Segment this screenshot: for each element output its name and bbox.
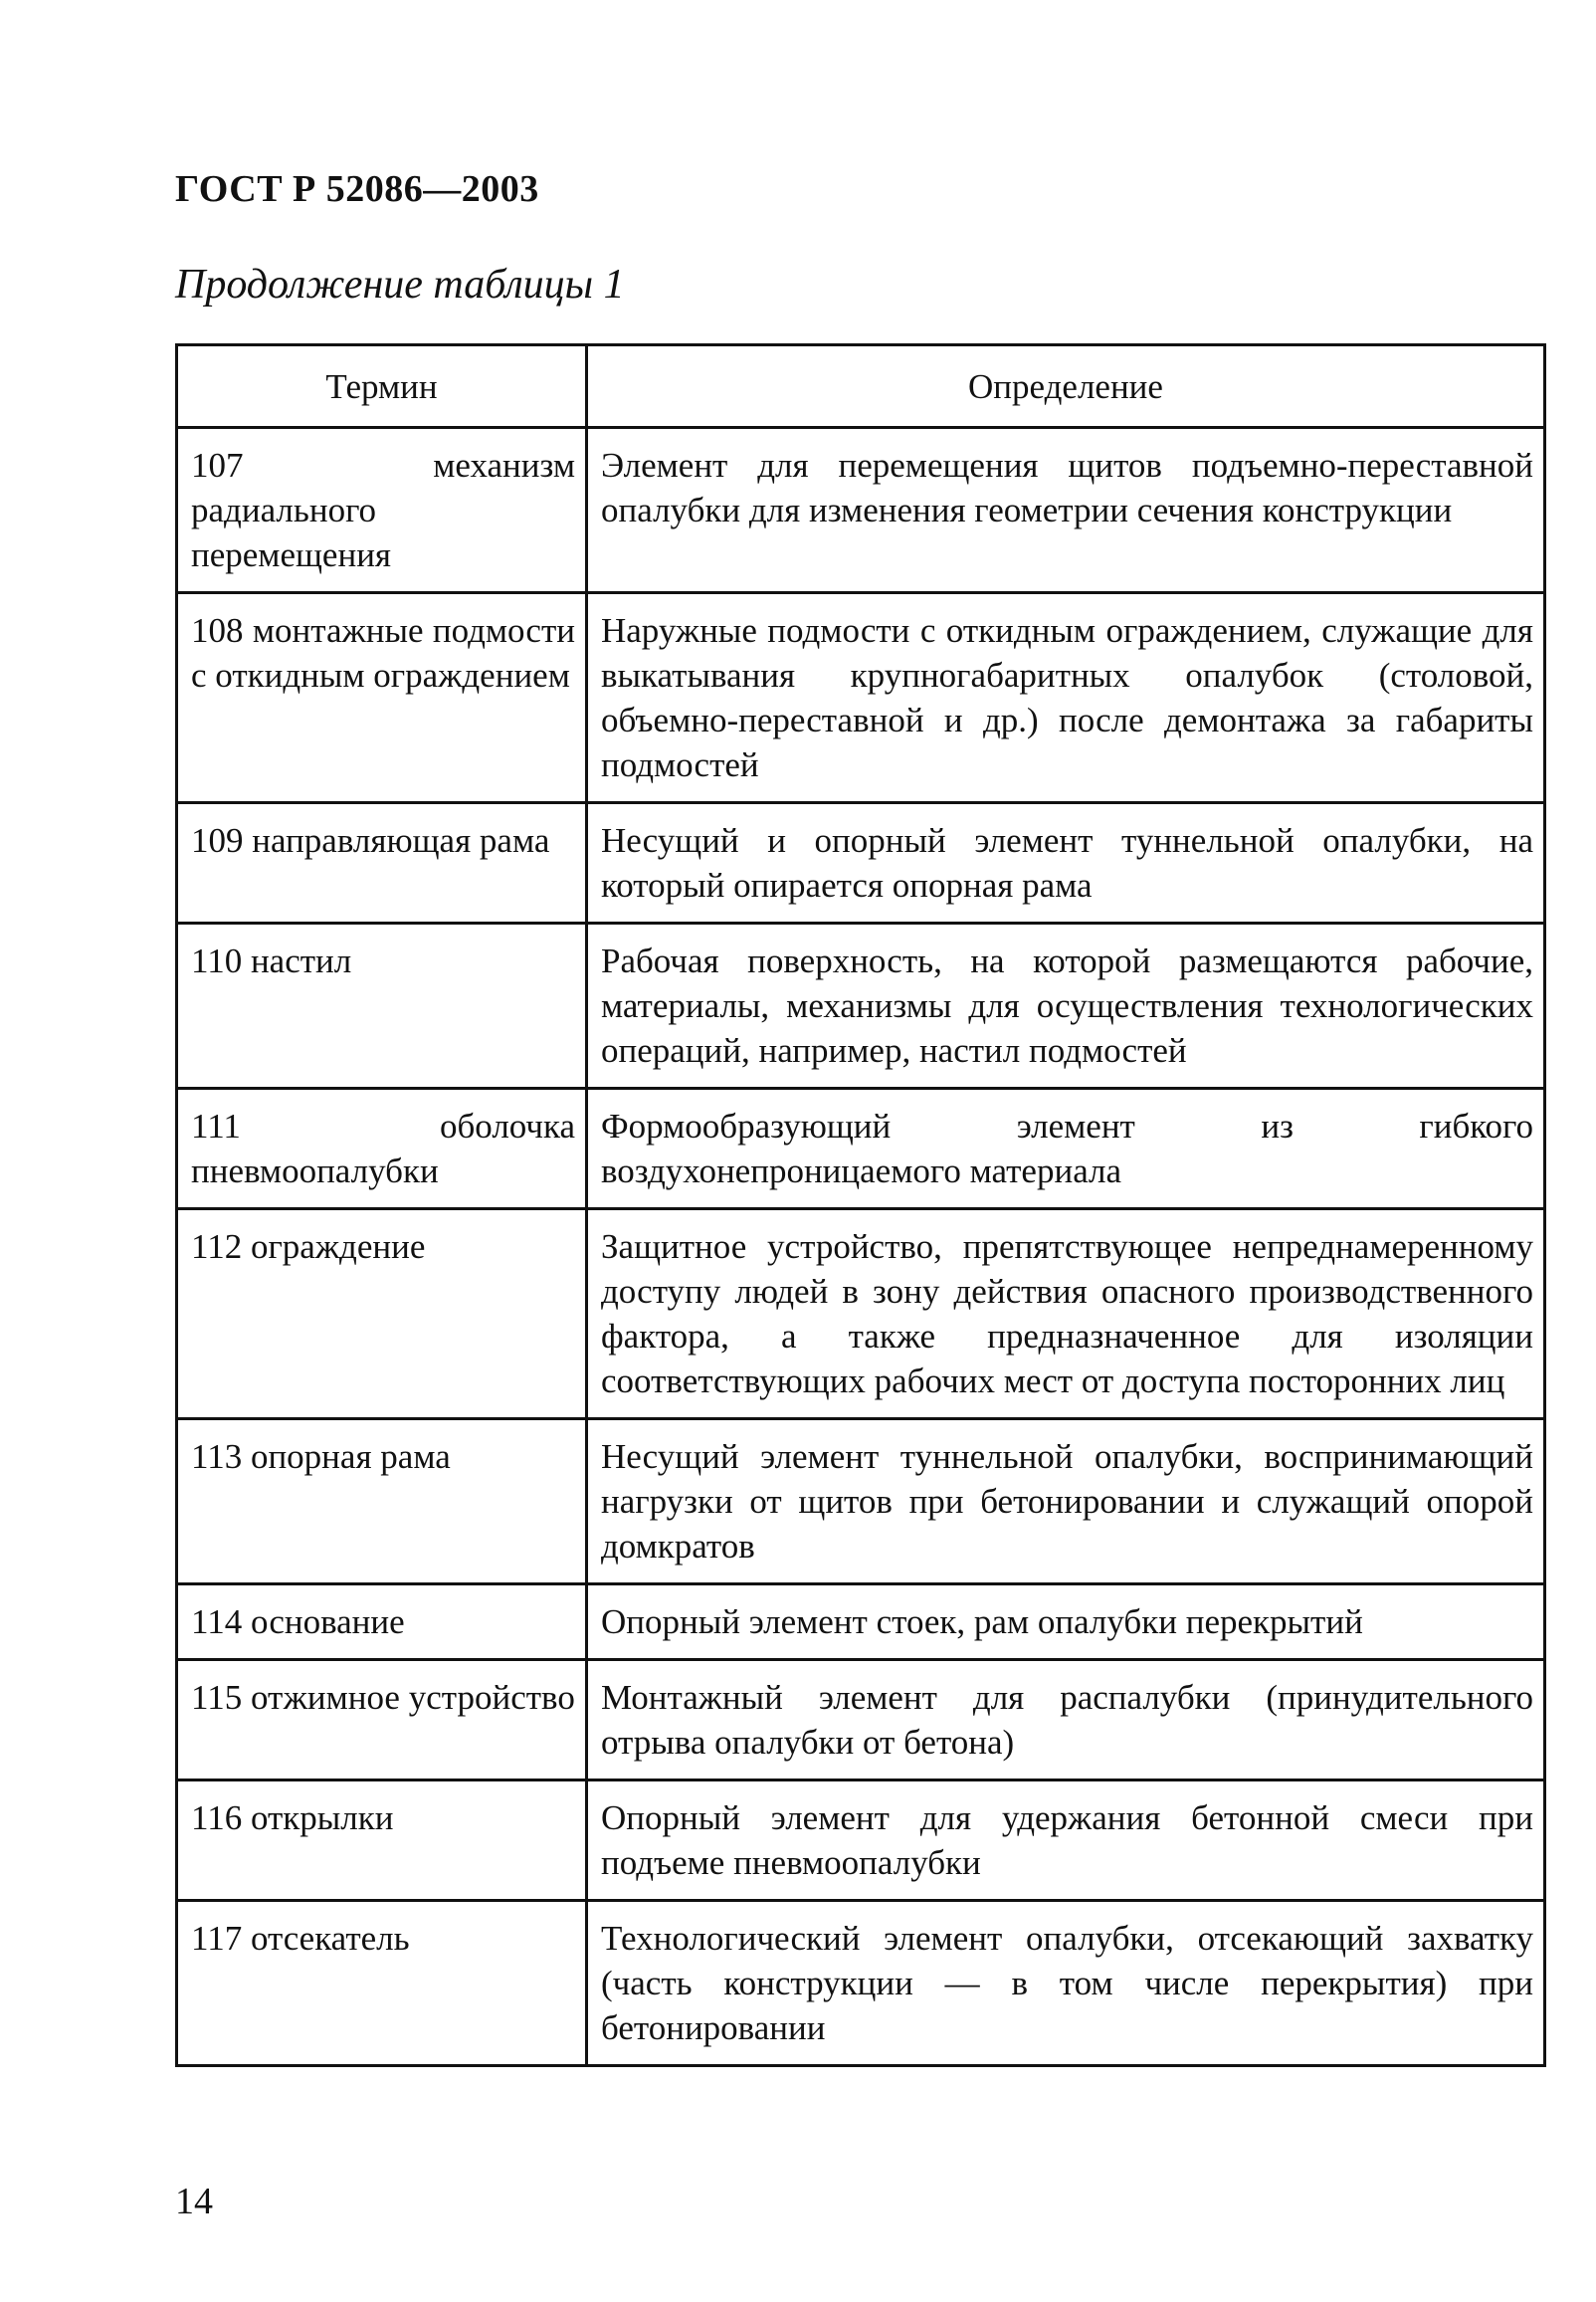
term-cell: 116 открылки	[177, 1780, 587, 1901]
term-cell: 114 основание	[177, 1584, 587, 1660]
table-row	[177, 803, 1545, 924]
definition-cell: Формообразующий элемент из гибкого воздухонепроницаемого материала	[587, 1089, 1545, 1209]
definition-cell: Элемент для перемещения щитов подъемно-переставной опалубки для изменения геометрии сечения конструкции	[587, 428, 1545, 593]
definition-cell: Монтажный элемент для распалубки (принудительного отрыва опалубки от бетона)	[587, 1660, 1545, 1780]
table-row	[177, 1584, 1545, 1660]
definition-cell: Технологический элемент опалубки, отсекающий захватку (часть конструкции — в том числе перекрытия) при бетонировании	[587, 1901, 1545, 2066]
table-header-row	[177, 345, 1545, 428]
definition-cell: Опорный элемент для удержания бетонной смеси при подъеме пневмоопалубки	[587, 1780, 1545, 1901]
document-standard-title: ГОСТ Р 52086—2003	[175, 168, 539, 210]
definition-cell: Несущий элемент туннельной опалубки, воспринимающий нагрузки от щитов при бетонировании и служащий опорой домкратов	[587, 1419, 1545, 1584]
definition-cell: Рабочая поверхность, на которой размещаются рабочие, материалы, механизмы для осуществления технологических операций, например, настил подмостей	[587, 924, 1545, 1089]
term-cell: 109 направляющая рама	[177, 803, 587, 924]
table-caption: Продолжение таблицы 1	[175, 262, 625, 308]
table-row	[177, 1901, 1545, 2066]
term-cell: 117 отсекатель	[177, 1901, 587, 2066]
table-row	[177, 593, 1545, 803]
table-row	[177, 924, 1545, 1089]
table-row	[177, 1419, 1545, 1584]
term-cell: 113 опорная рама	[177, 1419, 587, 1584]
term-cell: 110 настил	[177, 924, 587, 1089]
header-term: Термин	[177, 345, 587, 428]
term-cell: 107 механизм радиального перемещения	[177, 428, 587, 593]
table-row	[177, 1780, 1545, 1901]
definition-cell: Опорный элемент стоек, рам опалубки перекрытий	[587, 1584, 1545, 1660]
definition-cell: Несущий и опорный элемент туннельной опалубки, на который опирается опорная рама	[587, 803, 1545, 924]
term-cell: 115 отжимное устройство	[177, 1660, 587, 1780]
definition-cell: Наружные подмости с откидным ограждением, служащие для выкатывания крупногабаритных опалубок (столовой, объемно-переставной и др.) после демонтажа за габариты подмостей	[587, 593, 1545, 803]
page-number: 14	[175, 2181, 213, 2222]
table-row	[177, 1089, 1545, 1209]
table-row	[177, 1660, 1545, 1780]
term-cell: 108 монтажные подмости с откидным ограждением	[177, 593, 587, 803]
table-row	[177, 428, 1545, 593]
terms-table	[175, 343, 1546, 2067]
definition-cell: Защитное устройство, препятствующее непреднамеренному доступу людей в зону действия опасного производственного фактора, а также предназначенное для изоляции соответствующих рабочих мест от доступа посторонних лиц	[587, 1209, 1545, 1419]
term-cell: 112 ограждение	[177, 1209, 587, 1419]
table-row	[177, 1209, 1545, 1419]
term-cell: 111 оболочка пневмоопалубки	[177, 1089, 587, 1209]
header-definition: Определение	[587, 345, 1545, 428]
